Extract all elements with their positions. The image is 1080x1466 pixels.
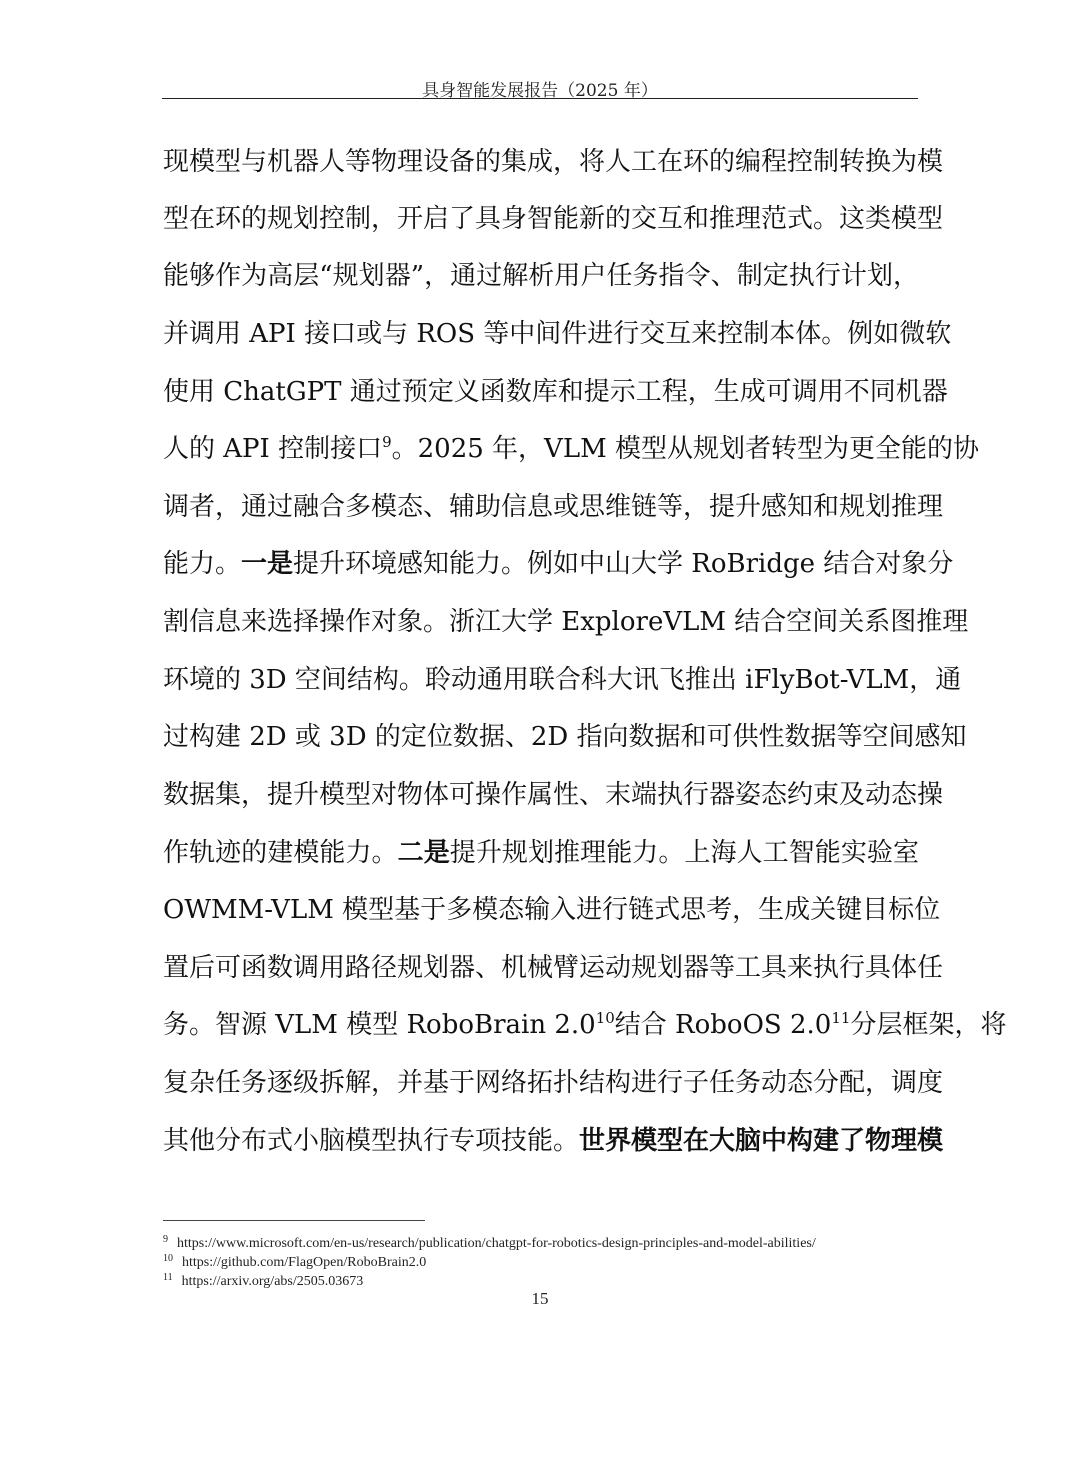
header-divider [162,98,918,99]
footnote: $^{10}$ https://github.com/FlagOpen/RoboBrain2.0 [163,1253,427,1270]
emphasis: 二是 [397,838,450,868]
paragraph-line: 型在环的规划控制，开启了具身智能新的交互和推理范式。这类模型 [163,204,944,234]
paragraph-line: 能力。一是提升环境感知能力。例如中山大学 RoBridge 结合对象分 [163,549,954,579]
paragraph-line: 置后可函数调用路径规划器、机械臂运动规划器等工具来执行具体任 [163,953,944,983]
footnote-ref[interactable]: 11 [831,1009,851,1027]
page-number: 15 [531,1289,549,1308]
paragraph-line: 环境的 3D 空间结构。聆动通用联合科大讯飞推出 iFlyBot-VLM，通 [163,665,962,695]
paragraph-line: 数据集，提升模型对物体可操作属性、末端执行器姿态约束及动态操 [163,780,944,810]
paragraph-line: 其他分布式小脑模型执行专项技能。世界模型在大脑中构建了物理模 [163,1126,944,1156]
paragraph-line: 务。智源 VLM 模型 RoboBrain $2.0^{10}$结合 RoboOS $2.0^{11}$分层框架，将 [163,1009,1007,1040]
running-header: 具身智能发展报告（2025 年） [422,81,658,101]
paragraph-line: 复杂任务逐级拆解，并基于网络拓扑结构进行子任务动态分配，调度 [163,1068,944,1098]
paragraph-line: 使用 ChatGPT 通过预定义函数库和提示工程，生成可调用不同机器 [163,377,948,407]
paragraph-line: 人的 API 控制接口$^9$。2025 年，VLM 模型从规划者转型为更全能的协 [163,433,979,464]
footnote-divider [163,1220,425,1221]
footnote-link[interactable]: https://arxiv.org/abs/2505.03673 [181,1274,364,1289]
footnote: $^{11}$ https://arxiv.org/abs/2505.03673 [163,1272,364,1289]
paragraph-line: 并调用 API 接口或与 ROS 等中间件进行交互来控制本体。例如微软 [163,319,952,349]
footnote-link[interactable]: https://github.com/FlagOpen/RoboBrain2.0 [182,1255,427,1270]
paragraph-line: 过构建 2D 或 3D 的定位数据、2D 指向数据和可供性数据等空间感知 [163,722,967,752]
emphasis: 世界模型在大脑中构建了物理模 [579,1126,944,1156]
footnote-ref[interactable]: 10 [595,1009,615,1027]
paragraph-line: OWMM-VLM 模型基于多模态输入进行链式思考，生成关键目标位 [163,895,941,925]
emphasis: 一是 [241,549,294,579]
footnote-link[interactable]: https://www.microsoft.com/en-us/research/publication/chatgpt-for-robotics-design-principles-and-model-abilities/ [177,1236,816,1251]
paragraph-line: 调者，通过融合多模态、辅助信息或思维链等，提升感知和规划推理 [163,492,944,522]
paragraph-line: 现模型与机器人等物理设备的集成，将人工在环的编程控制转换为模 [163,147,944,177]
paragraph-line: 割信息来选择操作对象。浙江大学 ExploreVLM 结合空间关系图推理 [163,607,969,637]
footnote: $^9$ https://www.microsoft.com/en-us/research/publication/chatgpt-for-robotics-design-principles-and-model-abilities/ [163,1234,816,1251]
footnote-ref[interactable]: 9 [382,433,392,451]
paragraph-line: 作轨迹的建模能力。二是提升规划推理能力。上海人工智能实验室 [163,838,919,868]
paragraph-line: 能够作为高层“规划器”，通过解析用户任务指令、制定执行计划， [163,261,919,291]
